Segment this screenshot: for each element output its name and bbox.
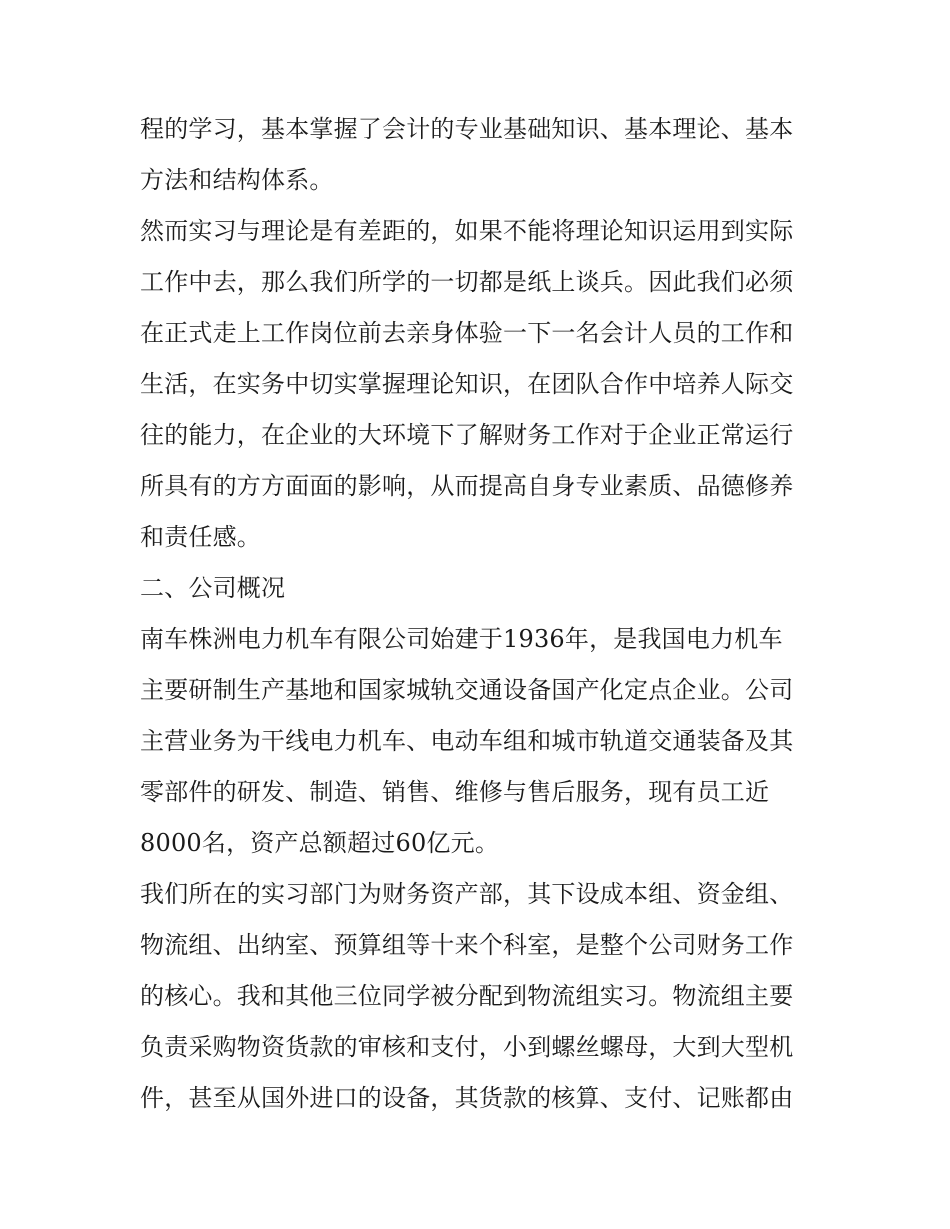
paragraph-4-line-1: 我们所在的实习部门为财务资产部，其下设成本组、资金组、: [140, 880, 794, 908]
paragraph-3-line-1: 南车株洲电力机车有限公司始建于1936年，是我国电力机车: [140, 625, 783, 653]
paragraph-4-line-4: 负责采购物资货款的审核和支付，小到螺丝螺母，大到大型机: [140, 1033, 794, 1061]
paragraph-2-line-7: 和责任感。: [140, 523, 261, 551]
paragraph-3-line-4: 零部件的研发、制造、销售、维修与售后服务，现有员工近: [140, 778, 770, 806]
paragraph-1-line-2: 方法和结构体系。: [140, 166, 334, 194]
paragraph-3-line-2: 主要研制生产基地和国家城轨交通设备国产化定点企业。公司: [140, 676, 794, 704]
paragraph-3-line-3: 主营业务为干线电力机车、电动车组和城市轨道交通装备及其: [140, 727, 794, 755]
paragraph-2-line-2: 工作中去，那么我们所学的一切都是纸上谈兵。因此我们必须: [140, 268, 794, 296]
paragraph-2-line-3: 在正式走上工作岗位前去亲身体验一下一名会计人员的工作和: [140, 319, 794, 347]
paragraph-2-line-5: 往的能力，在企业的大环境下了解财务工作对于企业正常运行: [140, 421, 794, 449]
paragraph-4-line-5: 件，甚至从国外进口的设备，其货款的核算、支付、记账都由: [140, 1084, 794, 1112]
paragraph-2-line-6: 所具有的方方面面的影响，从而提高自身专业素质、品德修养: [140, 472, 794, 500]
paragraph-4-line-2: 物流组、出纳室、预算组等十来个科室，是整个公司财务工作: [140, 931, 794, 959]
paragraph-2-line-4: 生活，在实务中切实掌握理论知识，在团队合作中培养人际交: [140, 370, 794, 398]
paragraph-2-line-1: 然而实习与理论是有差距的，如果不能将理论知识运用到实际: [140, 217, 794, 245]
paragraph-4-line-3: 的核心。我和其他三位同学被分配到物流组实习。物流组主要: [140, 982, 794, 1010]
document-page: [140, 104, 830, 1124]
section-heading-company-overview: 二、公司概况: [140, 574, 286, 602]
paragraph-1-line-1: 程的学习，基本掌握了会计的专业基础知识、基本理论、基本: [140, 115, 794, 143]
paragraph-3-line-5: 8000名，资产总额超过60亿元。: [140, 829, 500, 857]
